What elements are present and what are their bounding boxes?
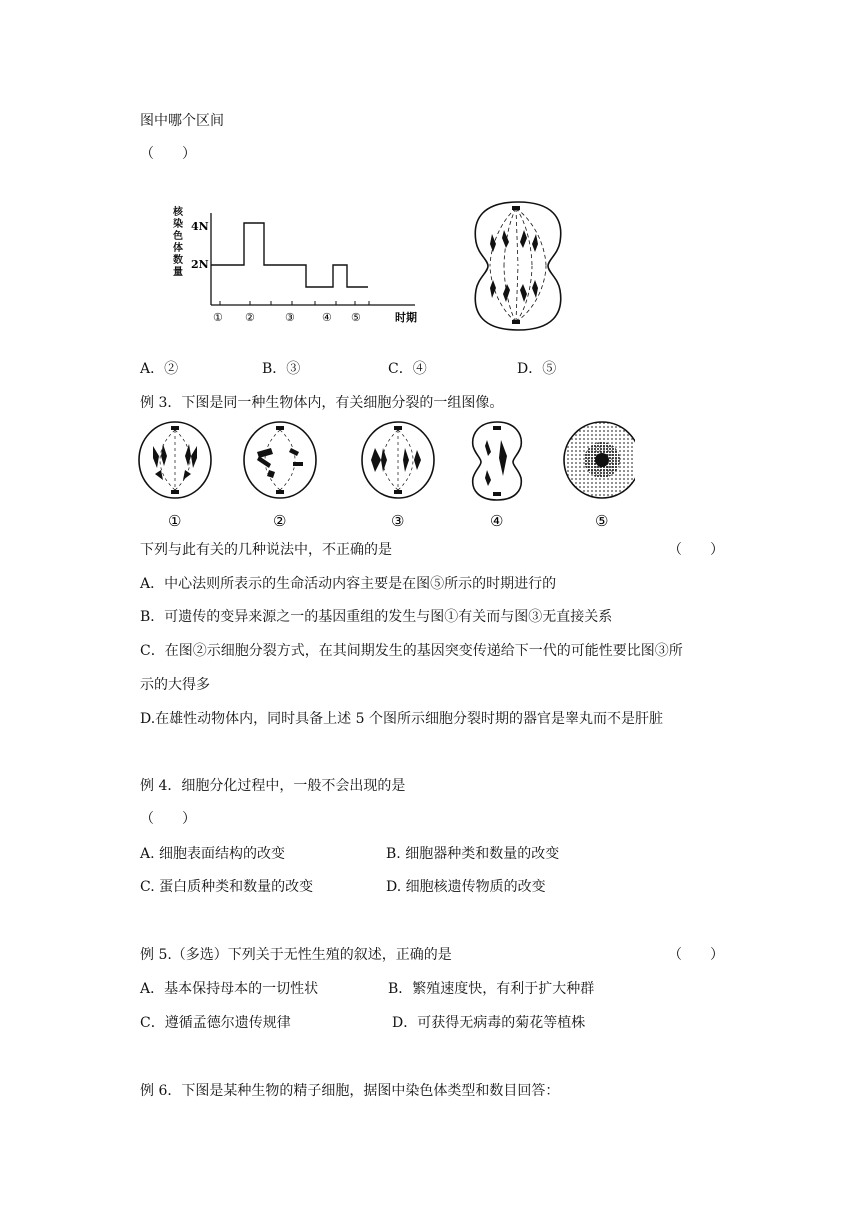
option-c: C．在图②示细胞分裂方式，在其间期发生的基因突变传递给下一代的可能性要比图③所 [140,643,683,659]
dividing-cell-figure [466,198,570,334]
option-c: C．遵循孟德尔遗传规律 [140,1015,291,1031]
svg-text:④: ④ [490,512,504,530]
cell-figure-5 [564,422,635,530]
xtick-2: ② [245,311,255,324]
cell-figure-1 [139,422,211,530]
cell-figure-3 [362,422,434,530]
answer-paren: （ ） [668,947,724,963]
xtick-3: ③ [285,311,295,324]
svg-text:①: ① [168,512,182,530]
ytick-4n: 4N [191,220,209,233]
graph-xlabel: 时期 [395,311,417,324]
question-title: 例 3．下图是同一种生物体内，有关细胞分裂的一组图像。 [140,395,504,411]
option-a: A．② [140,361,179,377]
answer-paren: （ ） [668,542,724,558]
svg-text:色: 色 [173,231,183,242]
data-step-line [211,223,368,287]
option-a: A. 细胞表面结构的改变 [140,846,286,862]
option-b: B．③ [262,361,301,377]
option-c: C．④ [388,361,427,377]
svg-text:染: 染 [173,219,183,230]
svg-text:②: ② [273,512,287,530]
option-c: C. 蛋白质种类和数量的改变 [140,879,314,895]
xtick-4: ④ [322,311,332,324]
option-b: B．可遗传的变异来源之一的基因重组的发生与图①有关而与图③无直接关系 [140,609,613,625]
svg-text:⑤: ⑤ [595,512,609,530]
xtick-1: ① [213,311,223,324]
option-b: B．繁殖速度快，有利于扩大种群 [388,981,595,997]
option-d: D．可获得无病毒的菊花等植株 [392,1015,586,1031]
svg-text:③: ③ [391,512,405,530]
answer-paren: （ ） [140,146,196,162]
ytick-2n: 2N [191,258,209,271]
svg-text:数: 数 [173,255,183,266]
cell-division-figures [135,418,635,533]
question-stem: 例 5.（多选）下列关于无性生殖的叙述，正确的是 [140,947,452,963]
cell-figure-4 [473,422,522,530]
svg-text:量: 量 [173,267,183,278]
cell-figure-2 [244,422,316,530]
chromosome-count-graph [165,205,425,335]
option-b: B. 细胞器种类和数量的改变 [386,846,560,862]
option-d: D. 细胞核遗传物质的改变 [386,879,546,895]
option-a: A．中心法则所表示的生命活动内容主要是在图⑤所示的时期进行的 [140,576,557,592]
question-stem: 例 4．细胞分化过程中，一般不会出现的是 [140,778,406,794]
option-a: A．基本保持母本的一切性状 [140,981,319,997]
graph-ylabel-1: 核 [173,207,183,218]
answer-paren: （ ） [140,811,196,827]
question-stem: 下列与此有关的几种说法中，不正确的是 [140,542,392,558]
option-d: D.在雄性动物体内，同时具备上述 5 个图所示细胞分裂时期的器官是睾丸而不是肝脏 [140,711,663,727]
option-c-continued: 示的大得多 [140,677,210,693]
xtick-5: ⑤ [351,311,361,324]
question-stem: 例 6．下图是某种生物的精子细胞，据图中染色体类型和数目回答： [140,1083,560,1099]
question-stem: 图中哪个区间 [140,113,224,129]
svg-text:体: 体 [173,243,183,254]
option-d: D．⑤ [517,361,557,377]
